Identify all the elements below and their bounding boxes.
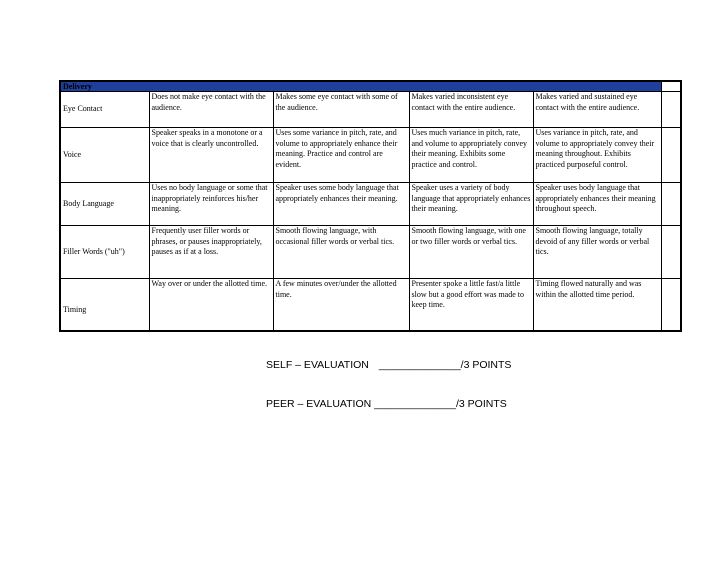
score-cell [661, 92, 681, 128]
criterion-label: Eye Contact [60, 92, 149, 128]
level-4-cell: Uses variance in pitch, rate, and volume to appropriately convey their meaning throughout. Exhibits practiced purposeful control. [533, 128, 661, 183]
self-evaluation-blank[interactable]: ______________/3 POINTS [378, 359, 512, 371]
score-cell [661, 183, 681, 226]
section-title: Delivery [60, 81, 661, 92]
level-3-cell: Presenter spoke a little fast/a little slow but a good effort was made to keep time. [409, 279, 533, 331]
peer-evaluation-line [266, 398, 507, 410]
level-2-cell: Makes some eye contact with some of the audience. [273, 92, 409, 128]
rubric-row-voice [60, 128, 681, 183]
criterion-label: Body Language [60, 183, 149, 226]
peer-evaluation-label: PEER – EVALUATION [266, 398, 372, 410]
level-4-cell: Timing flowed naturally and was within the allotted time period. [533, 279, 661, 331]
criterion-label: Voice [60, 128, 149, 183]
level-3-cell: Speaker uses a variety of body language that appropriately enhances their meaning. [409, 183, 533, 226]
level-3-cell: Makes varied inconsistent eye contact with the entire audience. [409, 92, 533, 128]
self-evaluation-line [266, 359, 511, 371]
level-2-cell: Smooth flowing language, with occasional filler words or verbal tics. [273, 226, 409, 279]
score-cell [661, 279, 681, 331]
rubric-row-body-language [60, 183, 681, 226]
level-1-cell: Way over or under the allotted time. [149, 279, 273, 331]
level-3-cell: Smooth flowing language, with one or two filler words or verbal tics. [409, 226, 533, 279]
header-empty-cell [661, 81, 681, 92]
delivery-rubric-table [59, 80, 682, 332]
score-cell [661, 226, 681, 279]
level-1-cell: Speaker speaks in a monotone or a voice that is clearly uncontrolled. [149, 128, 273, 183]
criterion-label: Timing [60, 279, 149, 331]
self-evaluation-label: SELF – EVALUATION [266, 359, 369, 371]
level-2-cell: Speaker uses some body language that appropriately enhances their meaning. [273, 183, 409, 226]
rubric-header-row [60, 81, 681, 92]
level-3-cell: Uses much variance in pitch, rate, and volume to appropriately convey their meaning. Exhibits some practice and control. [409, 128, 533, 183]
level-2-cell: Uses some variance in pitch, rate, and volume to appropriately enhance their meaning. Practice and control are evident. [273, 128, 409, 183]
level-2-cell: A few minutes over/under the allotted time. [273, 279, 409, 331]
level-1-cell: Uses no body language or some that inappropriately reinforces his/her meaning. [149, 183, 273, 226]
criterion-label: Filler Words ("uh") [60, 226, 149, 279]
level-1-cell: Frequently user filler words or phrases, or pauses inappropriately, pauses as if at a loss. [149, 226, 273, 279]
peer-evaluation-blank[interactable]: ______________/3 POINTS [374, 398, 507, 410]
level-1-cell: Does not make eye contact with the audience. [149, 92, 273, 128]
rubric-row-filler-words [60, 226, 681, 279]
level-4-cell: Makes varied and sustained eye contact with the entire audience. [533, 92, 661, 128]
rubric-row-eye-contact [60, 92, 681, 128]
level-4-cell: Speaker uses body language that appropriately enhances their meaning throughout speech. [533, 183, 661, 226]
level-4-cell: Smooth flowing language, totally devoid of any filler words or verbal tics. [533, 226, 661, 279]
rubric-row-timing [60, 279, 681, 331]
score-cell [661, 128, 681, 183]
